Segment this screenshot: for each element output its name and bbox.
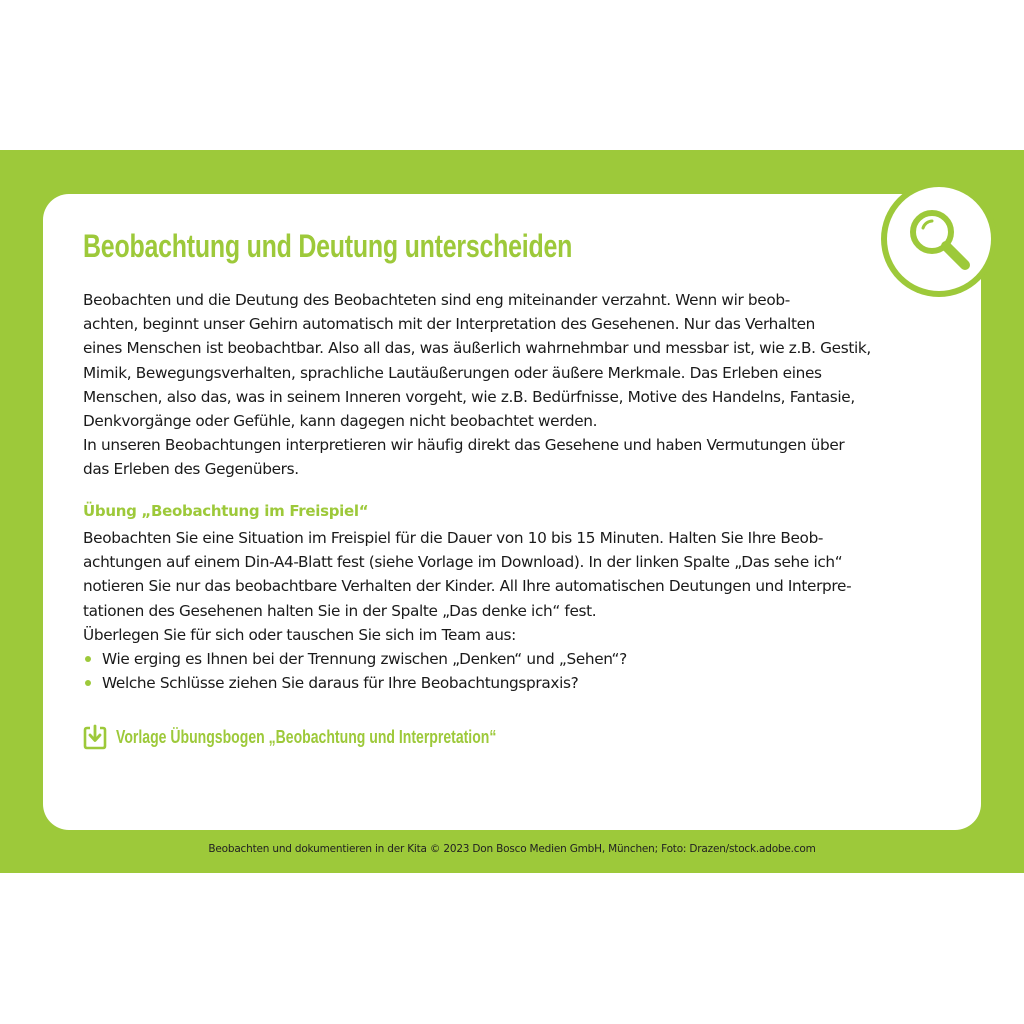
magnifier-icon bbox=[887, 187, 991, 291]
exercise-line: tationen des Gesehenen halten Sie in der Spalte „Das denke ich“ fest. bbox=[83, 601, 597, 620]
badge-circle bbox=[887, 187, 991, 291]
bullet-item bbox=[83, 647, 963, 671]
intro-line: Menschen, also das, was in seinem Inneren vorgeht, wie z.B. Bedürfnisse, Motive des Handelns, Fantasie, bbox=[83, 387, 855, 406]
download-label[interactable]: Vorlage Übungsbogen „Beobachtung und Interpretation“ bbox=[116, 726, 497, 747]
exercise-line: Beobachten Sie eine Situation im Freispiel für die Dauer von 10 bis 15 Minuten. Halten Sie Ihre Beob- bbox=[83, 529, 824, 547]
bullet-dot-icon bbox=[85, 656, 91, 662]
intro-line: Beobachten und die Deutung des Beobachteten sind eng miteinander verzahnt. Wenn wir beob- bbox=[83, 291, 790, 309]
exercise-line: achtungen auf einem Din-A4-Blatt fest (siehe Vorlage im Download). In der linken Spalte „Das sehe ich“ bbox=[83, 553, 843, 572]
bullet-dot-icon bbox=[85, 680, 91, 686]
exercise-heading: Übung „Beobachtung im Freispiel“ bbox=[83, 502, 369, 520]
download-icon[interactable] bbox=[83, 724, 107, 750]
exercise-line: Überlegen Sie für sich oder tauschen Sie sich im Team aus: bbox=[83, 625, 516, 644]
bullet-text: Wie erging es Ihnen bei der Trennung zwischen „Denken“ und „Sehen“? bbox=[102, 649, 627, 668]
intro-line: das Erleben des Gegenübers. bbox=[83, 460, 299, 479]
intro-paragraph bbox=[83, 288, 963, 482]
exercise-line: notieren Sie nur das beobachtbare Verhalten der Kinder. All Ihre automatischen Deutungen und Interpre- bbox=[83, 577, 852, 596]
page-title: Beobachtung und Deutung unterscheiden bbox=[83, 228, 573, 264]
intro-line: eines Menschen ist beobachtbar. Also all das, was äußerlich wahrnehmbar und messbar ist, wie z.B. Gestik, bbox=[83, 339, 871, 358]
footer-credits: Beobachten und dokumentieren in der Kita © 2023 Don Bosco Medien GmbH, München; Foto: Drazen/stock.adobe.com bbox=[208, 843, 816, 855]
intro-line: Mimik, Bewegungsverhalten, sprachliche Lautäußerungen oder äußere Merkmale. Das Erleben eines bbox=[83, 363, 822, 382]
download-link[interactable] bbox=[83, 723, 604, 751]
intro-line: achten, beginnt unser Gehirn automatisch mit der Interpretation des Gesehenen. Nur das Verhalten bbox=[83, 315, 815, 334]
intro-line: Denkvorgänge oder Gefühle, kann dagegen nicht beobachtet werden. bbox=[83, 411, 598, 430]
bullet-text: Welche Schlüsse ziehen Sie daraus für Ihre Beobachtungspraxis? bbox=[102, 674, 579, 693]
exercise-paragraph bbox=[83, 526, 963, 695]
intro-line: In unseren Beobachtungen interpretieren wir häufig direkt das Gesehene und haben Vermutungen über bbox=[83, 436, 845, 455]
bullet-item bbox=[83, 671, 963, 695]
